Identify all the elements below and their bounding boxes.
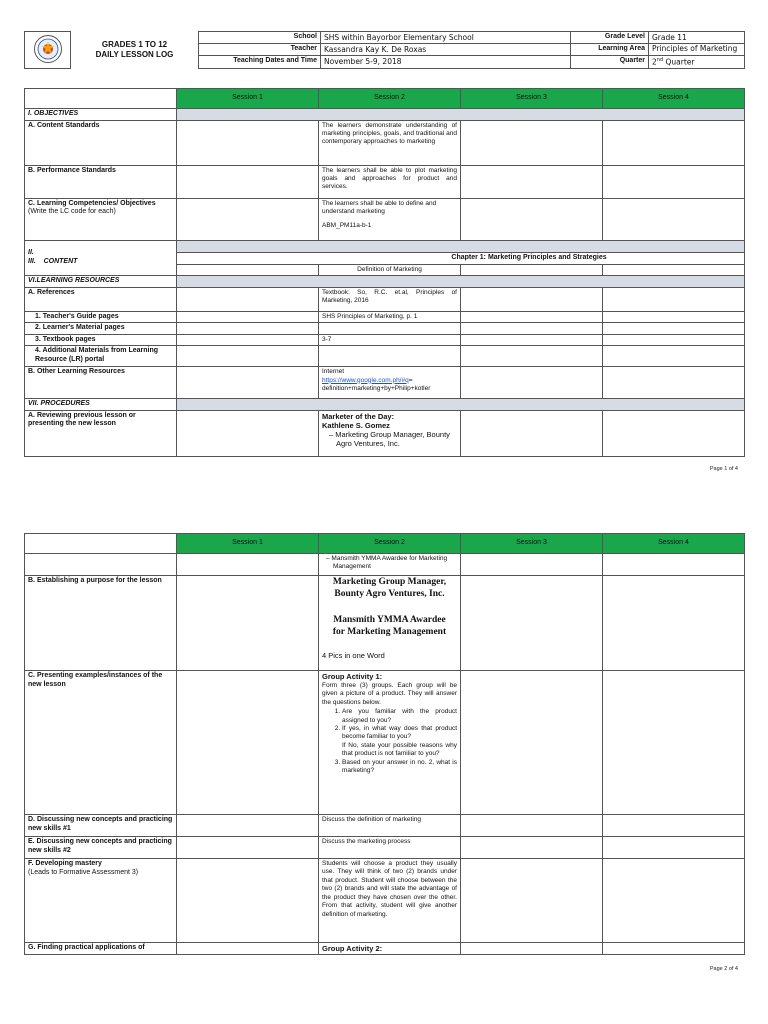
performance-standards-s4: [603, 165, 745, 198]
reviewing-s1: [177, 410, 319, 456]
content-standards-s1: [177, 120, 319, 165]
additional-materials-s2: [319, 346, 461, 367]
deped-seal-logo: [25, 32, 71, 69]
purpose-s2: [319, 576, 461, 671]
mastery-label-text: F. Developing mastery: [28, 860, 102, 867]
lesson-table-page-1: [24, 88, 745, 457]
procedures-heading: VII. PROCEDURES: [25, 399, 177, 411]
mastery-note: (Leads to Formative Assessment 3): [28, 868, 139, 876]
group-activity-1-text: Form three (3) groups. Each group will be given a picture of a product. They will answer the questions below.: [322, 681, 457, 706]
continued-label: [25, 554, 177, 576]
teacher-value: Kassandra Kay K. De Roxas: [321, 44, 571, 56]
performance-standards-s1: [177, 165, 319, 198]
header-blank-cell-p2: [25, 534, 177, 554]
section-ii: II.: [28, 249, 34, 257]
school-value: SHS within Bayorbor Elementary School: [321, 32, 571, 44]
question-3: 3. Based on your answer in no. 2, what is marketing?: [342, 759, 457, 776]
grade-level-label: Grade Level: [571, 32, 649, 44]
finding-s2: Group Activity 2:: [319, 943, 461, 955]
discussing-1-s4: [603, 815, 745, 837]
chapter-title: Chapter 1: Marketing Principles and Strategies: [177, 252, 745, 264]
other-resources-s3: [461, 367, 603, 399]
reviewing-s4: [603, 410, 745, 456]
procedures-band: [177, 399, 745, 411]
google-link-tail: =: [408, 376, 413, 384]
additional-materials-s4: [603, 346, 745, 367]
references-s1: [177, 287, 319, 311]
discussing-1-s1: [177, 815, 319, 837]
section-iii-numeral: III.: [28, 257, 36, 265]
continued-s3: [461, 554, 603, 576]
purpose-s4: [603, 576, 745, 671]
objectives-band: [177, 109, 745, 121]
purpose-activity: 4 Pics in one Word: [322, 650, 385, 660]
quarter-number: 2: [652, 57, 657, 67]
content-band: [177, 240, 745, 252]
teachers-guide-label: 1. Teacher's Guide pages: [25, 311, 177, 323]
seal-icon: [33, 34, 63, 64]
lesson-table-page-2: [24, 533, 745, 955]
other-resources-s4: [603, 367, 745, 399]
learning-resources-band: [177, 275, 745, 287]
question-2: 2. If yes, in what way does that product become familiar to you?: [342, 725, 457, 742]
session-1-header: Session 1: [177, 89, 319, 109]
purpose-s1: [177, 576, 319, 671]
learners-material-s1: [177, 323, 319, 335]
header-table: [24, 31, 745, 69]
teacher-label: Teacher: [199, 44, 321, 56]
title-line-2: DAILY LESSON LOG: [95, 49, 174, 59]
learners-material-label: 2. Learner's Material pages: [25, 323, 177, 335]
learners-material-s2: [319, 323, 461, 335]
teachers-guide-s1: [177, 311, 319, 323]
teachers-guide-s3: [461, 311, 603, 323]
learning-area-value: Principles of Marketing: [649, 44, 745, 56]
teaching-dates-value: November 5-9, 2018: [321, 56, 571, 69]
content-standards-s4: [603, 120, 745, 165]
learning-resources-heading: VI.LEARNING RESOURCES: [25, 275, 177, 287]
additional-materials-s1: [177, 346, 319, 367]
page-2: [0, 512, 768, 1024]
school-label: School: [199, 32, 321, 44]
discussing-2-label: E. Discussing new concepts and practicing new skills #2: [25, 837, 177, 859]
performance-standards-s3: [461, 165, 603, 198]
competencies-s4: [603, 198, 745, 240]
discussing-1-s3: [461, 815, 603, 837]
question-2b: If No, state your possible reasons why that product is not familiar to you?: [342, 741, 457, 758]
quarter-value: [649, 56, 745, 69]
mastery-s4: [603, 859, 745, 943]
performance-standards-label: B. Performance Standards: [25, 165, 177, 198]
marketer-title: – Marketing Group Manager, Bounty Agro Ventures, Inc.: [329, 429, 450, 449]
definition-s4: [603, 264, 745, 275]
discussing-2-s4: [603, 837, 745, 859]
learning-area-label: Learning Area: [571, 44, 649, 56]
competencies-label: [25, 198, 177, 240]
learners-material-s3: [461, 323, 603, 335]
title-line-1: GRADES 1 TO 12: [101, 39, 168, 49]
session-3-header-p2: Session 3: [461, 534, 603, 554]
textbook-pages-label: 3. Textbook pages: [25, 334, 177, 346]
presenting-s2: [319, 671, 461, 815]
content-standards-s3: [461, 120, 603, 165]
learners-material-s4: [603, 323, 745, 335]
additional-materials-label: 4. Additional Materials from Learning Resource (LR) portal: [25, 346, 177, 367]
quarter-word: Quarter: [663, 57, 695, 67]
finding-s1: [177, 943, 319, 955]
textbook-pages-s4: [603, 334, 745, 346]
continued-s1: [177, 554, 319, 576]
group-activity-1-title: Group Activity 1:: [322, 672, 383, 681]
page-1: [0, 0, 768, 490]
discussing-2-s1: [177, 837, 319, 859]
teachers-guide-s4: [603, 311, 745, 323]
performance-standards-s2: The learners shall be able to plot marketing goals and approaches for product and services.: [319, 165, 461, 198]
reviewing-s3: [461, 410, 603, 456]
presenting-label: C. Presenting examples/instances of the new lesson: [25, 671, 177, 815]
textbook-pages-s2: 3-7: [319, 334, 461, 346]
additional-materials-s3: [461, 346, 603, 367]
competencies-label-text: C. Learning Competencies/ Objectives: [28, 199, 156, 207]
content-standards-s2: The learners demonstrate understanding of marketing principles, goals, and traditional and contemporary approaches to marketing: [319, 120, 461, 165]
competencies-s1: [177, 198, 319, 240]
presenting-s4: [603, 671, 745, 815]
quarter-suffix: nd: [656, 57, 664, 64]
log-title: [71, 32, 199, 69]
content-heading: [25, 240, 177, 275]
definition-s3: [461, 264, 603, 275]
references-s3: [461, 287, 603, 311]
mastery-s2: Students will choose a product they usually use. They will think of two (2) brands under that product. Student will choose between the two (2) brands and will state the advantage of the product they have chosen over the other. From that activity, student will give another definition of marketing.: [319, 859, 461, 943]
purpose-s3: [461, 576, 603, 671]
discussing-2-s2: Discuss the marketing process: [319, 837, 461, 859]
purpose-headline-1: Marketing Group Manager, Bounty Agro Ventures, Inc.: [332, 577, 447, 599]
discussing-2-s3: [461, 837, 603, 859]
continued-s4: [603, 554, 745, 576]
content-label: CONTENT: [43, 257, 78, 265]
discussing-1-label: D. Discussing new concepts and practicing new skills #1: [25, 815, 177, 837]
other-resources-s1: [177, 367, 319, 399]
session-1-header-p2: Session 1: [177, 534, 319, 554]
session-4-header-p2: Session 4: [603, 534, 745, 554]
question-1: 1. Are you familiar with the product assigned to you?: [342, 708, 457, 725]
purpose-headline-2: Mansmith YMMA Awardee for Marketing Management: [332, 614, 447, 637]
presenting-s1: [177, 671, 319, 815]
session-3-header: Session 3: [461, 89, 603, 109]
references-s2: Textbook: So, R.C. et.al, Principles of Marketing, 2016: [319, 287, 461, 311]
marketer-of-day: Marketer of the Day:: [322, 411, 395, 421]
other-resources-internet: Internet: [322, 368, 345, 376]
teachers-guide-s2: SHS Principles of Marketing, p. 1: [319, 311, 461, 323]
header-blank-cell: [25, 89, 177, 109]
other-resources-s2: [319, 367, 461, 399]
reviewing-s2: [319, 410, 461, 456]
references-label: A. References: [25, 287, 177, 311]
purpose-label: B. Establishing a purpose for the lesson: [25, 576, 177, 671]
mastery-s1: [177, 859, 319, 943]
definition-s2: Definition of Marketing: [319, 264, 461, 275]
presenting-s3: [461, 671, 603, 815]
grade-level-value: Grade 11: [649, 32, 745, 44]
session-2-header: Session 2: [319, 89, 461, 109]
other-resources-query: definition+marketing+by+Philip+kotler: [322, 384, 431, 392]
finding-s3: [461, 943, 603, 955]
definition-s1: [177, 264, 319, 275]
section-iii: [28, 258, 173, 267]
page-2-number: Page 2 of 4: [709, 966, 738, 972]
finding-s4: [603, 943, 745, 955]
discussing-1-s2: Discuss the definition of marketing: [319, 815, 461, 837]
marketer-name: Kathlene S. Gomez: [322, 420, 390, 430]
quarter-label: Quarter: [571, 56, 649, 69]
continued-s2: – Mansmith YMMA Awardee for Marketing Management: [319, 554, 461, 576]
other-resources-link-line: [322, 377, 457, 385]
competencies-s3: [461, 198, 603, 240]
group-activity-1-questions: [322, 708, 457, 776]
session-2-header-p2: Session 2: [319, 534, 461, 554]
mastery-s3: [461, 859, 603, 943]
page-1-number: Page 1 of 4: [709, 466, 738, 472]
session-4-header: Session 4: [603, 89, 745, 109]
content-standards-label: A. Content Standards: [25, 120, 177, 165]
mastery-label: [25, 859, 177, 943]
finding-label: G. Finding practical applications of: [25, 943, 177, 955]
competencies-text: The learners shall be able to define and understand marketing: [322, 199, 437, 215]
objectives-heading: I. OBJECTIVES: [25, 109, 177, 121]
competencies-s2: [319, 198, 461, 240]
references-s4: [603, 287, 745, 311]
textbook-pages-s3: [461, 334, 603, 346]
other-resources-label: B. Other Learning Resources: [25, 367, 177, 399]
competencies-note: (Write the LC code for each): [28, 208, 116, 216]
textbook-pages-s1: [177, 334, 319, 346]
competencies-code: ABM_PM11a-b-1: [322, 222, 372, 230]
reviewing-label: A. Reviewing previous lesson or presenting the new lesson: [25, 410, 177, 456]
google-link[interactable]: https://www.google.com.ph/#q: [322, 376, 409, 384]
teaching-dates-label: Teaching Dates and Time: [199, 56, 321, 69]
